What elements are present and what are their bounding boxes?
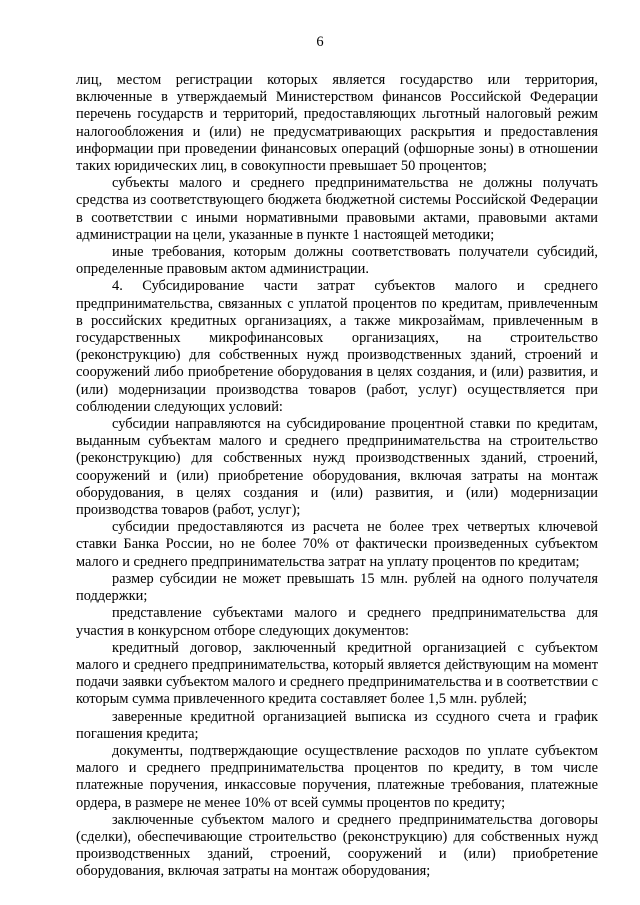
paragraph: кредитный договор, заключенный кредитной организацией с субъектом малого и среднего предпринимательства, который является действующим на момент подачи заявки субъектом малого и среднего предпринимательства и в соответствии с которым сумма привлеченного кредита составляет более 1,5 млн. рублей; <box>76 639 598 708</box>
paragraph: 4. Субсидирование части затрат субъектов малого и среднего предпринимательства, связанных с уплатой процентов по кредитам, привлеченным в российских кредитных организациях, а также микрозаймам, привлеченным в государственных микрофинансовых организациях, на строительство (реконструкцию) для собственных нужд производственных зданий, строений и сооружений либо приобретение оборудования в целях создания, и (или) развития, и (или) модернизации производства товаров (работ, услуг) осуществляется при соблюдении следующих условий: <box>76 278 598 415</box>
paragraph: заверенные кредитной организацией выписка из ссудного счета и график погашения кредита; <box>76 708 598 742</box>
paragraph: субъекты малого и среднего предпринимательства не должны получать средства из соответствующего бюджета бюджетной системы Российской Федерации в соответствии с иными нормативными правовыми актами, правовыми актами администрации на цели, указанные в пункте 1 настоящей методики; <box>76 175 598 243</box>
paragraph: иные требования, которым должны соответствовать получатели субсидий, определенные правовым актом администрации. <box>76 244 598 278</box>
paragraph: лиц, местом регистрации которых является государство или территория, включенные в утверждаемый Министерством финансов Российской Федерации перечень государств и территорий, предоставляющих льготный налоговый режим налогообложения и (или) не предусматривающих раскрытия и предоставления информации при проведении финансовых операций (офшорные зоны) в отношении таких юридических лиц, в совокупности превышает 50 процентов; <box>76 72 598 175</box>
paragraph: документы, подтверждающие осуществление расходов по уплате субъектом малого и среднего предпринимательства процентов по кредиту, в том числе платежные поручения, инкассовые поручения, платежные требования, платежные ордера, в размере не менее 10% от всей суммы процентов по кредиту; <box>76 742 598 811</box>
paragraph: субсидии предоставляются из расчета не более трех четвертых ключевой ставки Банка России, но не более 70% от фактически произведенных субъектом малого и среднего предпринимательства затрат на уплату процентов по кредитам; <box>76 519 598 570</box>
page-number: 6 <box>316 34 324 50</box>
paragraph: размер субсидии не может превышать 15 млн. рублей на одного получателя поддержки; <box>76 570 598 605</box>
paragraph: субсидии направляются на субсидирование процентной ставки по кредитам, выданным субъектам малого и среднего предпринимательства на строительство (реконструкцию) для собственных нужд производственных зданий, строений, сооружений и (или) приобретение оборудования, включая затраты на монтаж оборудования, в целях создания и (или) развития, и (или) модернизации производства товаров (работ, услуг); <box>76 416 598 519</box>
paragraph: заключенные субъектом малого и среднего предпринимательства договоры (сделки), обеспечивающие строительство (реконструкцию) для собственных нужд производственных зданий, строений, сооружений и (или) приобретение оборудования, включая затраты на монтаж оборудования; <box>76 811 598 880</box>
paragraph: представление субъектами малого и среднего предпринимательства для участия в конкурсном отборе следующих документов: <box>76 605 598 639</box>
document-body <box>76 72 598 881</box>
